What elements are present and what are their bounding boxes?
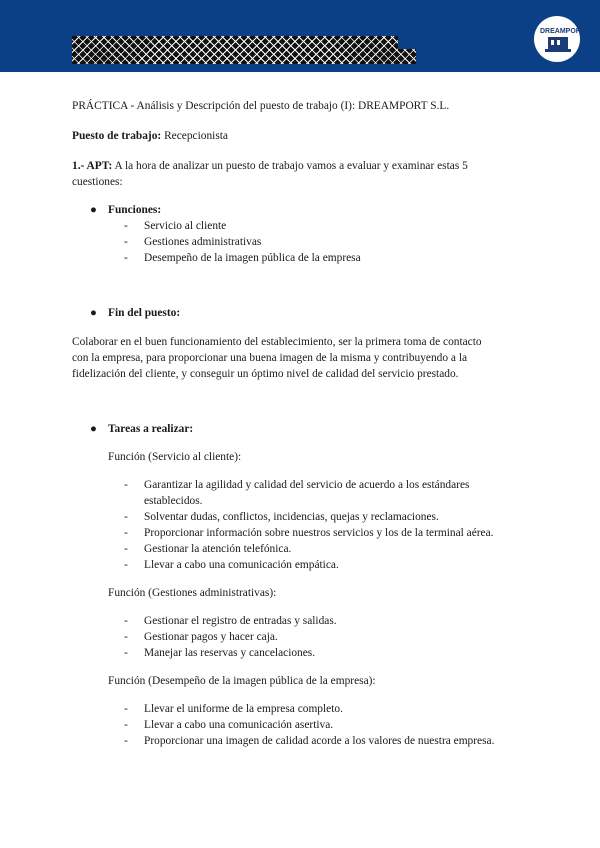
fin-paragraph-line: fidelización del cliente, y conseguir un óptimo nivel de calidad del servicio prestado. <box>72 368 459 380</box>
list-item: - Gestionar el registro de entradas y salidas. <box>124 615 337 627</box>
logo-icon <box>534 16 586 62</box>
document-title: PRÁCTICA - Análisis y Descripción del puesto de trabajo (I): DREAMPORT S.L. <box>72 100 450 112</box>
fin-paragraph-line: con la empresa, para proporcionar una buena imagen de la misma y contribuyendo a la <box>72 352 468 364</box>
apt-label: 1.- APT: <box>72 160 113 172</box>
apt-line-2: cuestiones: <box>72 176 123 188</box>
list-item: - Garantizar la agilidad y calidad del servicio de acuerdo a los estándares <box>124 479 470 491</box>
list-item: - Gestionar pagos y hacer caja. <box>124 631 278 643</box>
apt-line-1: 1.- APT: A la hora de analizar un puesto de trabajo vamos a evaluar y examinar estas 5 <box>72 160 468 172</box>
list-item: - Llevar a cabo una comunicación empática. <box>124 559 339 571</box>
bullet-icon: ● <box>90 204 97 216</box>
puesto-line <box>72 128 228 144</box>
list-item: - Gestionar la atención telefónica. <box>124 543 292 555</box>
bullet-icon: ● <box>90 307 97 319</box>
list-item: - Llevar a cabo una comunicación asertiva. <box>124 719 334 731</box>
fin-heading: ● Fin del puesto: <box>90 307 181 319</box>
dreamport-logo <box>534 16 586 62</box>
funciones-heading: ● Funciones: <box>90 204 162 216</box>
grupo1-title: Función (Servicio al cliente): <box>108 451 242 463</box>
puesto-value: Recepcionista <box>164 130 228 142</box>
list-item: - Servicio al cliente <box>124 220 227 232</box>
list-item: - Gestiones administrativas <box>124 236 262 248</box>
grupo2-title: Función (Gestiones administrativas): <box>108 587 277 599</box>
redacted-title-block <box>72 36 416 64</box>
fin-paragraph-line: Colaborar en el buen funcionamiento del establecimiento, ser la primera toma de contacto <box>72 336 482 348</box>
list-item-continuation: establecidos. <box>144 495 203 507</box>
grupo3-title: Función (Desempeño de la imagen pública de la empresa): <box>108 675 376 687</box>
logo-text: DREAMPORT <box>540 28 586 35</box>
list-item: - Desempeño de la imagen pública de la empresa <box>124 252 361 264</box>
list-item: - Proporcionar información sobre nuestros servicios y los de la terminal aérea. <box>124 527 494 539</box>
bullet-icon: ● <box>90 423 97 435</box>
page-header-band <box>0 0 600 72</box>
tareas-heading: ● Tareas a realizar: <box>90 423 194 435</box>
list-item: - Solventar dudas, conflictos, incidencias, quejas y reclamaciones. <box>124 511 439 523</box>
list-item: - Manejar las reservas y cancelaciones. <box>124 647 316 659</box>
list-item: - Proporcionar una imagen de calidad acorde a los valores de nuestra empresa. <box>124 735 495 747</box>
list-item: - Llevar el uniforme de la empresa completo. <box>124 703 343 715</box>
puesto-label: Puesto de trabajo: <box>72 130 162 142</box>
